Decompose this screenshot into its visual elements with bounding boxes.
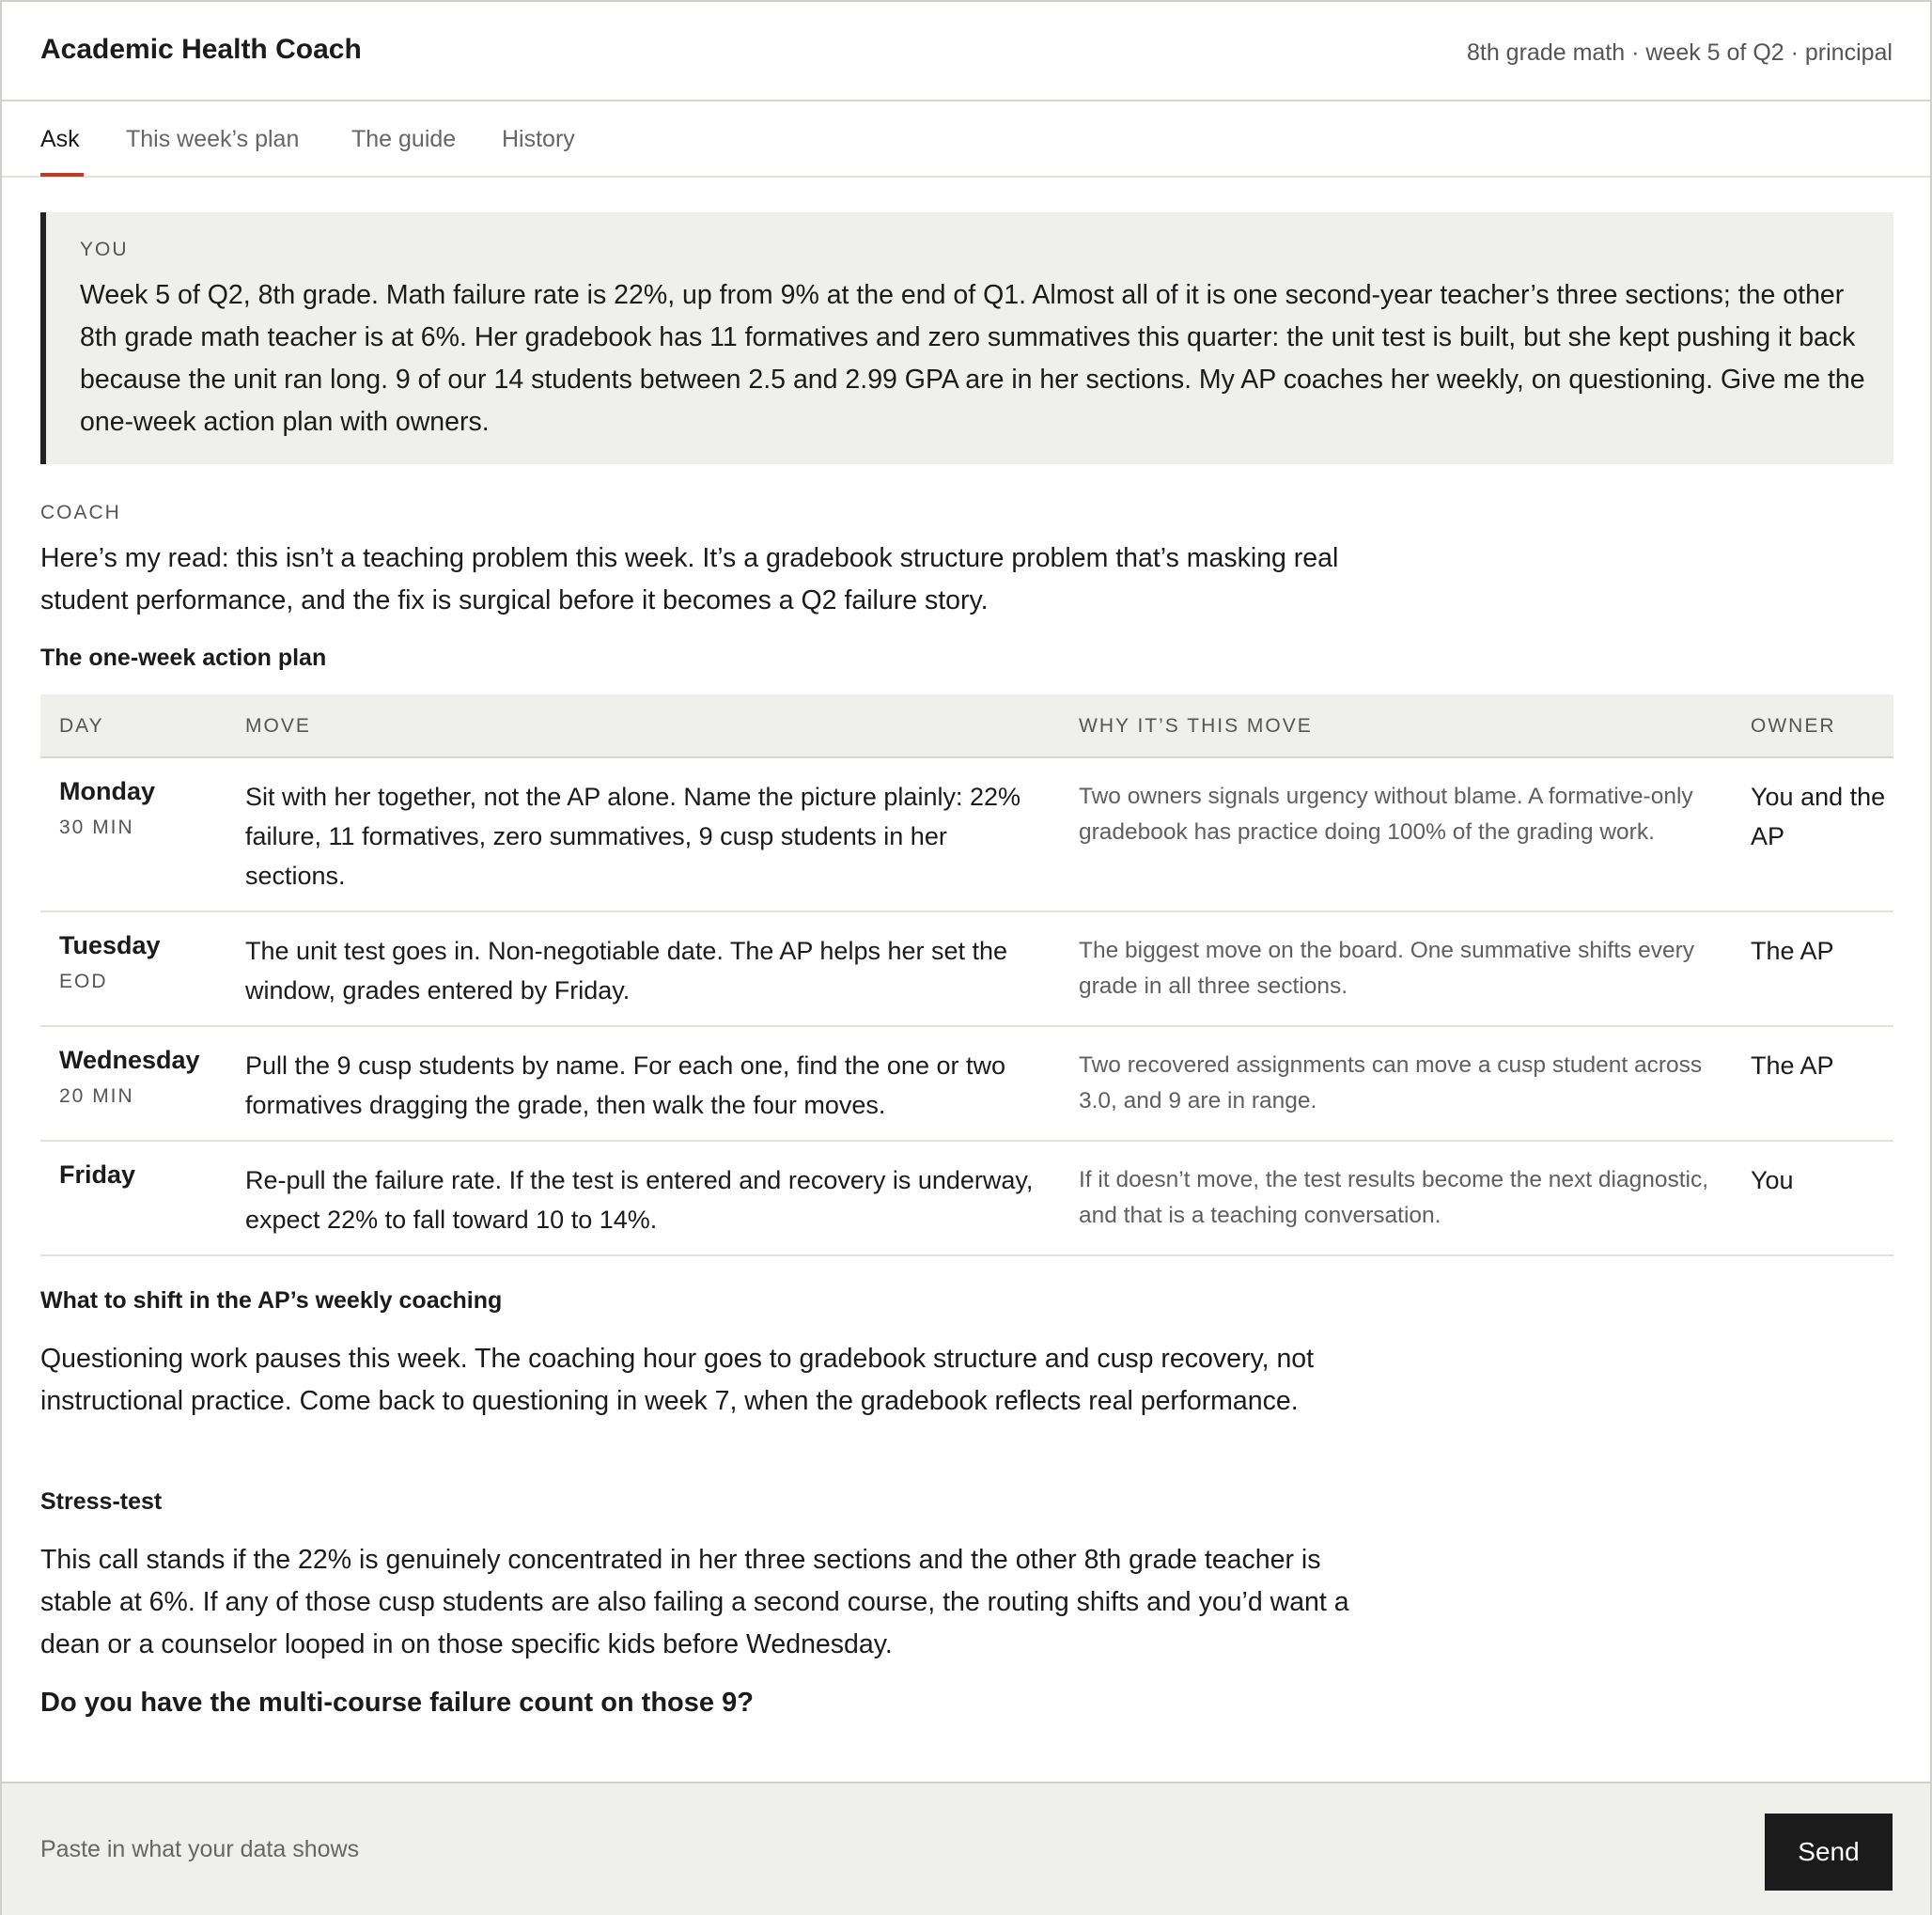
row-move: Pull the 9 cusp students by name. For each one, find the one or two formatives dragging the grade, then walk the four moves. [245,1051,1005,1119]
tab-history[interactable]: History [502,126,575,152]
coaching-shift-text: Questioning work pauses this week. The coaching hour goes to gradebook structure and cusp recovery, not instructional practice. Come back to questioning in week 7, when the gradebook reflects real performance. [40,1344,1315,1416]
stress-test-heading: Stress-test [40,1488,163,1515]
col-why: WHY IT’S THIS MOVE [1079,715,1313,737]
row-duration: 30 MIN [59,817,134,838]
row-why: The biggest move on the board. One summative shifts every grade in all three sections. [1079,938,1695,999]
row-why: If it doesn’t move, the test results become the next diagnostic, and that is a teaching conversation. [1079,1167,1709,1228]
tab-ask[interactable]: Ask [40,126,80,152]
plan-heading: The one-week action plan [40,645,327,671]
row-owner: You [1751,1166,1794,1194]
row-day: Tuesday [59,931,161,959]
stress-test-text: This call stands if the 22% is genuinely concentrated in her three sections and the other 8th grade teacher is stable at 6%. If any of those cusp students are also failing a second course, the routing shifts and you’d want a dean or a counselor looped in on those specific kids before Wednesday. [40,1545,1349,1659]
row-owner: The AP [1751,1051,1834,1080]
row-day: Wednesday [59,1046,200,1074]
message-input[interactable] [40,1812,1732,1887]
row-duration: 20 MIN [59,1085,134,1107]
row-day: Friday [59,1160,136,1189]
message-composer [2,1782,1930,1915]
coach-follow-up-question: Do you have the multi-course failure count on those 9? [40,1688,754,1718]
row-owner: You and the AP [1751,783,1886,850]
coach-message-label: COACH [40,502,121,523]
row-move: The unit test goes in. Non-negotiable date. The AP helps her set the window, grades entered by Friday. [245,937,1008,1004]
row-why: Two owners signals urgency without blame. A formative-only gradebook has practice doing 100% of the grading work. [1079,784,1693,845]
user-message-label: YOU [80,239,129,260]
context-label: 8th grade math · week 5 of Q2 · principal [1466,39,1893,66]
row-move: Sit with her together, not the AP alone. Name the picture plainly: 22% failure, 11 formatives, zero summatives, 9 cusp students in her sections. [245,783,1021,890]
tab-this-weeks-plan[interactable]: This week’s plan [126,126,300,152]
app-title: Academic Health Coach [40,34,362,65]
tab-bar [2,101,1930,178]
table-row [40,758,1893,912]
user-message [40,212,1893,464]
row-why: Two recovered assignments can move a cusp student across 3.0, and 9 are in range. [1079,1052,1703,1113]
row-duration: EOD [59,971,108,992]
table-row [40,1142,1893,1256]
app-header [2,2,1930,101]
user-message-text: Week 5 of Q2, 8th grade. Math failure rate is 22%, up from 9% at the end of Q1. Almost all of it is one second-year teacher’s three sections; the other 8th grade math teacher is at 6%. Her gradebook has 11 formatives and zero summatives this quarter: the unit test is built, but she kept pushing it back because the unit ran long. 9 of our 14 students between 2.5 and 2.99 GPA are in her sections. My AP coaches her weekly, on questioning. Give me the one-week action plan with owners. [80,280,1865,437]
col-move: MOVE [245,715,311,737]
row-move: Re-pull the failure rate. If the test is entered and recovery is underway, expect 22% to fall toward 10 to 14%. [245,1166,1034,1234]
coach-intro-text: Here’s my read: this isn’t a teaching problem this week. It’s a gradebook structure problem that’s masking real student performance, and the fix is surgical before it becomes a Q2 failure story. [40,543,1339,615]
active-tab-indicator [40,173,84,177]
col-owner: OWNER [1751,715,1836,737]
action-plan-table [40,694,1893,1256]
col-day: DAY [59,715,104,737]
row-owner: The AP [1751,937,1834,965]
tab-the-guide[interactable]: The guide [351,126,457,152]
table-header [40,694,1893,758]
coaching-shift-heading: What to shift in the AP’s weekly coaching [40,1287,503,1314]
table-row [40,1027,1893,1142]
row-day: Monday [59,777,156,805]
send-button[interactable]: Send [1765,1814,1893,1891]
table-row [40,912,1893,1027]
